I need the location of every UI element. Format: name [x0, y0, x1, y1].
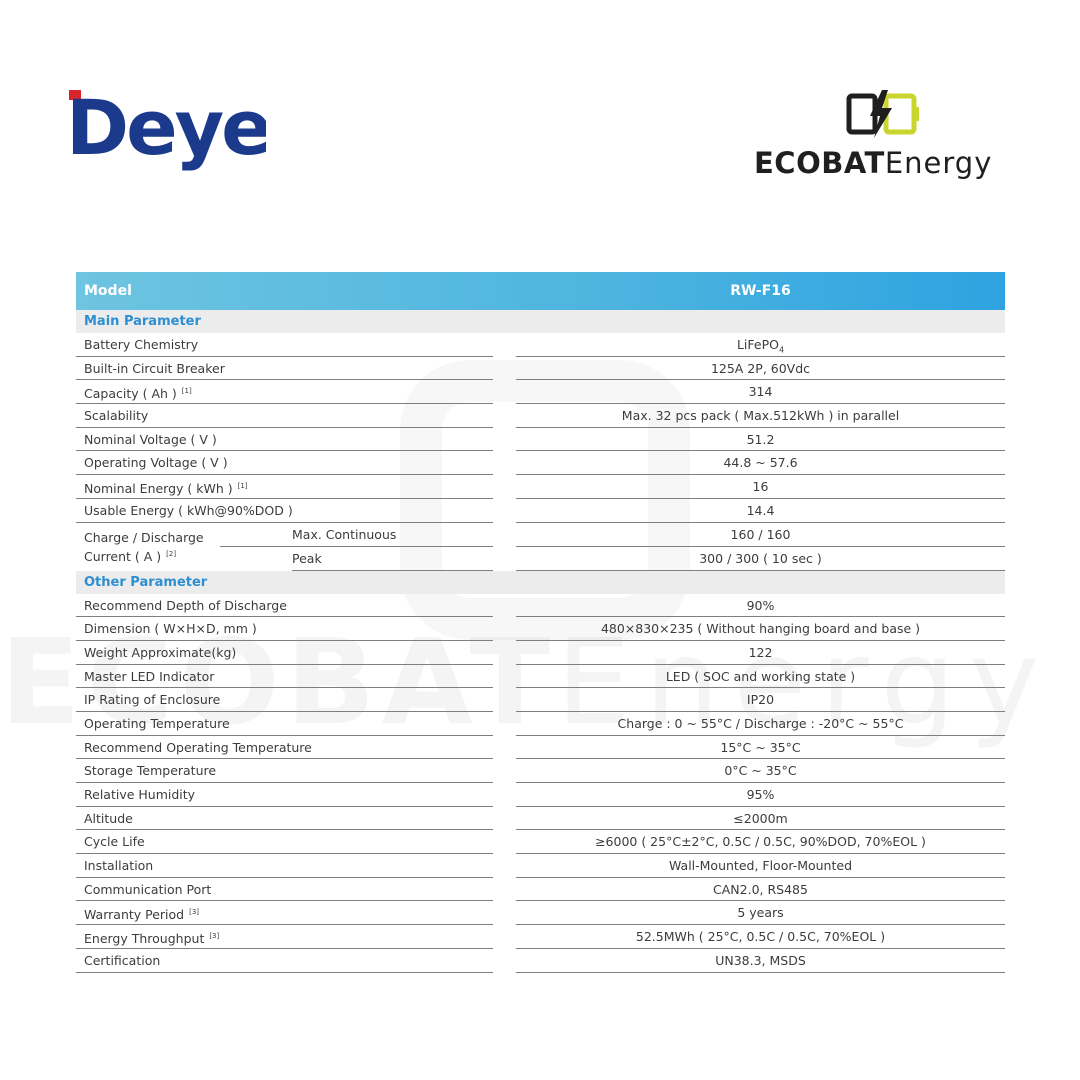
row-label: Capacity ( Ah ) [1]	[76, 380, 493, 404]
table-row	[76, 475, 1005, 499]
row-value: 314	[516, 380, 1005, 404]
row-value: 16	[516, 475, 1005, 499]
main-parameter-rows	[76, 333, 1005, 523]
row-value: Charge : 0 ~ 55°C / Discharge : -20°C ~ 55°C	[516, 712, 1005, 736]
section-title: Other Parameter	[84, 574, 208, 590]
table-row	[76, 878, 1005, 902]
charge-discharge-row	[76, 523, 1005, 571]
row-value: 44.8 ~ 57.6	[516, 451, 1005, 475]
table-row	[76, 901, 1005, 925]
table-row	[76, 333, 1005, 357]
row-value: 52.5MWh ( 25°C, 0.5C / 0.5C, 70%EOL )	[516, 925, 1005, 949]
row-label: Master LED Indicator	[76, 665, 493, 689]
row-label: Warranty Period [3]	[76, 901, 493, 925]
table-row	[76, 830, 1005, 854]
row-label: IP Rating of Enclosure	[76, 688, 493, 712]
row-value: 122	[516, 641, 1005, 665]
row-value: CAN2.0, RS485	[516, 878, 1005, 902]
ecobat-energy-logo	[752, 86, 1014, 186]
row-label: Operating Voltage ( V )	[76, 451, 493, 475]
row-label: Usable Energy ( kWh@90%DOD )	[76, 499, 493, 523]
row-value: 95%	[516, 783, 1005, 807]
max-continuous-value: 160 / 160	[516, 523, 1005, 547]
section-title: Main Parameter	[84, 314, 201, 329]
max-continuous-label: Max. Continuous	[220, 523, 493, 547]
row-label: Energy Throughput [3]	[76, 925, 493, 949]
row-label: Dimension ( W×H×D, mm )	[76, 617, 493, 641]
row-label: Installation	[76, 854, 493, 878]
row-value: ≤2000m	[516, 807, 1005, 831]
table-row	[76, 736, 1005, 760]
table-row	[76, 807, 1005, 831]
table-row	[76, 451, 1005, 475]
row-value: ≥6000 ( 25°C±2°C, 0.5C / 0.5C, 90%DOD, 70%EOL )	[516, 830, 1005, 854]
row-label: Scalability	[76, 404, 493, 428]
table-row	[76, 357, 1005, 381]
row-value: 15°C ~ 35°C	[516, 736, 1005, 760]
charge-discharge-label: Charge / Discharge Current ( A ) [2]	[84, 529, 204, 564]
table-row	[76, 854, 1005, 878]
row-label: Communication Port	[76, 878, 493, 902]
row-value: LiFePO$_4$	[516, 333, 1005, 357]
table-row	[76, 712, 1005, 736]
table-row	[76, 404, 1005, 428]
row-value: 90%	[516, 594, 1005, 618]
row-label: Battery Chemistry	[76, 333, 493, 357]
row-value: 125A 2P, 60Vdc	[516, 357, 1005, 381]
row-value: LED ( SOC and working state )	[516, 665, 1005, 689]
row-label: Nominal Voltage ( V )	[76, 428, 493, 452]
row-label: Recommend Depth of Discharge	[76, 594, 493, 618]
row-label: Operating Temperature	[76, 712, 493, 736]
table-row	[76, 949, 1005, 973]
row-value: 480×830×235 ( Without hanging board and base )	[516, 617, 1005, 641]
peak-value: 300 / 300 ( 10 sec )	[516, 547, 1005, 571]
row-value: UN38.3, MSDS	[516, 949, 1005, 973]
table-row	[76, 641, 1005, 665]
table-row	[76, 380, 1005, 404]
table-header	[76, 272, 1005, 310]
svg-text:Deye: Deye	[66, 86, 266, 172]
row-label: Built-in Circuit Breaker	[76, 357, 493, 381]
battery-bolt-icon	[846, 88, 922, 140]
spec-table	[76, 272, 1005, 973]
row-value: 0°C ~ 35°C	[516, 759, 1005, 783]
ecobat-wordmark: ECOBATEnergy	[754, 146, 993, 180]
row-label: Nominal Energy ( kWh ) [1]	[76, 475, 493, 499]
header-model-label: Model	[84, 283, 132, 299]
row-label: Altitude	[76, 807, 493, 831]
row-label: Recommend Operating Temperature	[76, 736, 493, 760]
other-parameter-rows	[76, 594, 1005, 973]
row-value: Wall-Mounted, Floor-Mounted	[516, 854, 1005, 878]
header-model-value: RW-F16	[730, 283, 791, 299]
deye-logo	[66, 86, 266, 178]
row-label: Relative Humidity	[76, 783, 493, 807]
table-row	[76, 759, 1005, 783]
peak-label: Peak	[292, 547, 493, 571]
section-main-parameter	[76, 310, 1005, 333]
row-value: 51.2	[516, 428, 1005, 452]
row-value: IP20	[516, 688, 1005, 712]
table-row	[76, 617, 1005, 641]
table-row	[76, 783, 1005, 807]
row-value: Max. 32 pcs pack ( Max.512kWh ) in parallel	[516, 404, 1005, 428]
table-row	[76, 499, 1005, 523]
row-label: Certification	[76, 949, 493, 973]
table-row	[76, 428, 1005, 452]
row-label: Weight Approximate(kg)	[76, 641, 493, 665]
row-label: Cycle Life	[76, 830, 493, 854]
row-label: Storage Temperature	[76, 759, 493, 783]
table-row	[76, 925, 1005, 949]
table-row	[76, 594, 1005, 618]
table-row	[76, 665, 1005, 689]
table-row	[76, 688, 1005, 712]
row-value: 14.4	[516, 499, 1005, 523]
section-other-parameter	[76, 571, 1005, 594]
row-value: 5 years	[516, 901, 1005, 925]
